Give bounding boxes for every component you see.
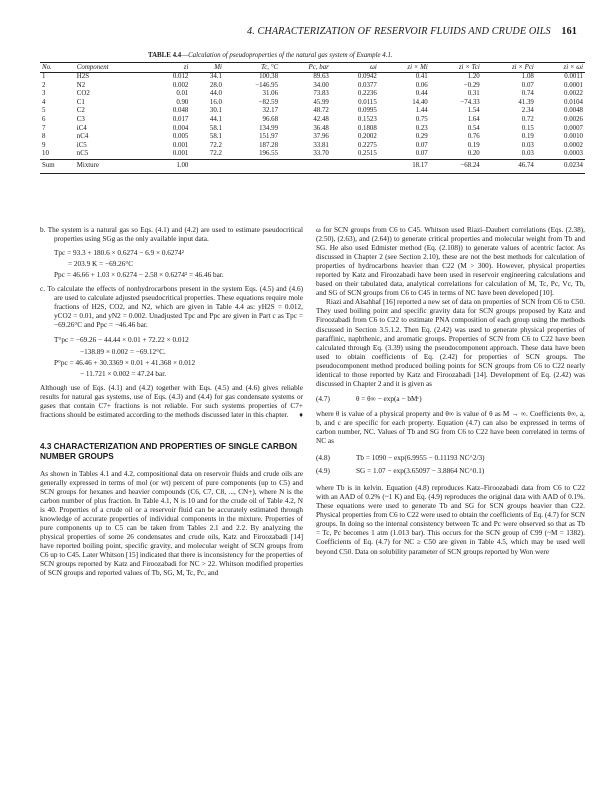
- end-of-example-mark: ♦: [299, 410, 303, 419]
- equation-body: SG = 1.07 − exp(3.65097 − 3.8864 NC^0.1): [356, 467, 485, 476]
- table-row: [40, 73, 585, 82]
- table-header-cell: ωi: [331, 63, 379, 73]
- table-cell: 0.001: [172, 150, 189, 158]
- table-caption-label: TABLE 4.4: [148, 52, 182, 59]
- table-cell: 37.96: [313, 133, 329, 141]
- table-cell: 187.28: [259, 141, 279, 149]
- table-cell: 33.81: [313, 141, 329, 149]
- table-cell: 0.0104: [564, 98, 583, 106]
- table-cell: 34.00: [313, 81, 329, 89]
- table-cell: nC5: [76, 150, 89, 158]
- table-cell: 44.0: [209, 90, 222, 98]
- table-row: [40, 107, 585, 116]
- equation-number: (4.9): [316, 467, 330, 476]
- table-cell: 0.07: [415, 141, 428, 149]
- table-cell: 96.68: [262, 115, 279, 123]
- table-cell: iC4: [76, 124, 87, 132]
- table-row: [40, 133, 585, 142]
- table-caption: TABLE 4.4—Calculation of pseudoproperties of the natural gas system of Example 4.1.: [148, 52, 393, 59]
- table-cell: 0.001: [172, 141, 189, 149]
- table-cell: 0.0234: [536, 159, 585, 173]
- table-cell: 0.0011: [564, 73, 583, 80]
- running-title: 4. CHARACTERIZATION OF RESERVOIR FLUIDS AND CRUDE OILS: [247, 26, 551, 37]
- table-cell: 31.06: [262, 90, 279, 98]
- table-cell: Sum: [40, 159, 75, 173]
- table-cell: 72.2: [209, 150, 222, 158]
- table-4-4: [40, 52, 585, 174]
- page-number: 161: [561, 26, 577, 37]
- equation-body: Tb = 1090 − exp(6.9955 − 0.11193 NC^2/3): [356, 454, 485, 463]
- table-cell: 134.99: [259, 124, 279, 132]
- table-cell: N2: [76, 81, 86, 89]
- table-cell: 0.03: [521, 150, 534, 158]
- table-cell: CO2: [76, 90, 90, 98]
- table-header-cell: Component: [75, 63, 150, 73]
- table-header-cell: No.: [40, 63, 75, 73]
- although-text: Although use of Eqs. (4.1) and (4.2) together with Eqs. (4.5) and (4.6) gives reliable results for natural gas systems, use of Eqs. (4.3) and (4.4) for gas condensate systems or gases that contain C7+ fractions is not reliable. For such systems properties of C7+ fractions should be estimated according to the methods discussed later in this chapter.: [40, 383, 303, 419]
- equation-number: (4.8): [316, 454, 330, 463]
- table-cell: 34.1: [209, 73, 222, 80]
- table-cell: 28.0: [209, 81, 222, 89]
- table-cell: 0.06: [415, 81, 428, 89]
- table-cell: 0.41: [415, 73, 428, 80]
- table-cell: 10: [42, 150, 49, 158]
- table-cell: 58.1: [209, 124, 222, 132]
- table-cell: 0.004: [172, 124, 189, 132]
- table-cell: 14.40: [412, 98, 428, 106]
- table-cell: [224, 159, 280, 173]
- table-cell: nC4: [76, 133, 89, 141]
- equation-4-8: [316, 454, 585, 463]
- table-cell: 0.2515: [357, 150, 377, 158]
- table-cell: 33.70: [313, 150, 329, 158]
- table-cell: 45.99: [313, 98, 329, 106]
- table-row: [40, 82, 585, 91]
- equation-ppc-adjusted-cont: − 11.721 × 0.002 = 47.24 bar.: [80, 369, 167, 378]
- table-cell: [190, 159, 224, 173]
- table-cell: 0.54: [467, 124, 480, 132]
- running-header: [40, 26, 577, 42]
- table-body: [40, 73, 585, 174]
- equation-body: θ = θ∞ − exp(a − bMᶜ): [356, 394, 422, 403]
- table-cell: 1: [42, 73, 46, 80]
- table-cell: 1.44: [415, 107, 428, 115]
- table-cell: 30.1: [209, 107, 222, 115]
- table-cell: 1.20: [467, 73, 480, 80]
- table-cell: 100.38: [259, 73, 279, 80]
- table-header-cell: zi × Mi: [379, 63, 430, 73]
- equation-number: (4.7): [316, 394, 330, 403]
- table-header-cell: Mi: [190, 63, 224, 73]
- table-sum-row: [40, 159, 585, 173]
- table-cell: 0.017: [172, 115, 189, 123]
- table-cell: 0.0026: [564, 115, 583, 123]
- table-cell: 44.1: [209, 115, 222, 123]
- table-cell: 0.15: [521, 124, 534, 132]
- table-cell: 0.29: [415, 133, 428, 141]
- table-cell: Mixture: [75, 159, 150, 173]
- table-cell: 1.00: [150, 159, 191, 173]
- kelvin-paragraph: where Tb is in kelvin. Equation (4.8) reproduces Katz–Firoozabadi data from C6 to C22 with an AAD of 0.2% (~1 K) and Eq. (4.9) reproduces the original data with AAD of 0.1%. These equations were used to generate Tb and SG for SCN groups heavier than C22. Physical properties from C6 to C22 were used to obtain the coefficients of Eq. (4.7) for SCN groups. In doing so the internal consistency between Tc and Pc were observed so that as Tb = Tc, Pc becomes 1 atm (1.013 bar). This occurs for the SCN group of C99 (~M = 1382). Coefficients of Eq. (4.7) for NC ≥ C50 are given in Table 4.5, which may be used well beyond C50. Data on solubility parameter of SCN groups reported by Won were: [316, 484, 585, 556]
- part-b-paragraph: b. The system is a natural gas so Eqs. (4.1) and (4.2) are used to estimate pseudocritical properties using SGg as the only available input data.: [40, 226, 303, 244]
- table-cell: iC5: [76, 141, 87, 149]
- riazi-paragraph: Riazi and Alsahhaf [16] reported a new set of data on properties of SCN from C6 to C50. They used boiling point and specific gravity data for SCN groups proposed by Katz and Firoozabadi from C6 to C22 to estimate PNA composition of each group using the methods discussed in Section 3.5.1.2. Then Eq. (2.42) was used to generate physical properties of paraffinic, naphthenic, and aromatic groups. Properties of SCN from C6 to C22 have been calculated through Eq. (3.39) using the pseudocomponent approach. These data have been used to obtain coefficients of Eq. (2.42) for properties of SCN groups. The pseudocomponent method produced boiling points for SCN groups from C6 to C22 nearly identical to those reported by Katz and Firoozabadi [14]. Development of Eq. (2.42) was discussed in Chapter 2 and it is given as: [316, 298, 585, 388]
- table-cell: C3: [76, 115, 85, 123]
- table-cell: 18.17: [379, 159, 430, 173]
- table-cell: 1.08: [521, 73, 534, 80]
- table-cell: 0.75: [415, 115, 428, 123]
- table-caption-text: Calculation of pseudoproperties of the natural gas system of Example 4.1.: [188, 52, 393, 59]
- table-cell: 0.07: [521, 81, 534, 89]
- table-cell: 3: [42, 90, 46, 98]
- table-cell: 2: [42, 81, 46, 89]
- table-cell: −146.95: [255, 81, 279, 89]
- table-cell: 0.19: [467, 141, 480, 149]
- table-cell: 16.0: [209, 98, 222, 106]
- table-cell: 48.72: [313, 107, 329, 115]
- table-cell: 1.54: [467, 107, 480, 115]
- table-header-cell: Pc, bar: [280, 63, 331, 73]
- table-row: [40, 150, 585, 159]
- table-cell: 0.1808: [357, 124, 377, 132]
- table-cell: 0.002: [172, 81, 189, 89]
- table-cell: 41.39: [518, 98, 534, 106]
- table-cell: −82.59: [258, 98, 279, 106]
- equation-4-9: [316, 467, 585, 476]
- equation-tpc-adjusted-cont: −138.89 × 0.002 = −69.12°C.: [80, 347, 166, 356]
- table-cell: 42.48: [313, 115, 329, 123]
- table-cell: 0.20: [467, 150, 480, 158]
- section-title: 4.3 CHARACTERIZATION AND PROPERTIES OF SINGLE CARBON NUMBER GROUPS: [40, 441, 298, 461]
- table-cell: C2: [76, 107, 85, 115]
- equation-tpc-result: = 203.9 K = −69.26°C: [68, 260, 134, 269]
- table-cell: 73.83: [313, 90, 329, 98]
- table-cell: 0.0377: [357, 81, 377, 89]
- table-cell: 0.2236: [357, 90, 377, 98]
- table-cell: 0.44: [415, 90, 428, 98]
- table-cell: 0.72: [521, 115, 534, 123]
- table-header-cell: zi × Tci: [430, 63, 482, 73]
- table-cell: 46.74: [482, 159, 536, 173]
- table-cell: 7: [42, 124, 46, 132]
- equation-ppc-adjusted: P°pc = 46.46 + 30.3369 × 0.01 + 41.368 × 0.012: [54, 358, 196, 367]
- table-cell: 0.1523: [357, 115, 377, 123]
- table-cell: 0.03: [521, 141, 534, 149]
- part-c-paragraph: c. To calculate the effects of nonhydrocarbons present in the system Eqs. (4.5) and (4.6) are used to calculate adjusted pseudocritical properties. These equations require mole fractions of H2S, CO2, and N2, which are given in Table 4.4 as: yH2S = 0.012, yCO2 = 0.01, and yN2 = 0.002. Unadjusted Tpc and Ppc are given in Part c as Tpc = −69.26°C and Ppc = −46.46 bar.: [40, 285, 303, 330]
- whitson-paragraph: ω for SCN groups from C6 to C45. Whitson used Riazi–Daubert correlations (Eqs. (2.38), (2.50), (2.63), and (2.64)) to generate critical properties and molecular weight from Tb and SG. He also used Edmister method (Eq. (2.108)) to generate values of acentric factor. As discussed in Chapter 2 (see Section 2.10), these are not the best methods for calculation of properties of hydrocarbons heavier than C22 (M > 300). However, physical properties reported by Katz and Firoozabadi have been used in reservoir engineering calculations and based on their tabulated data, analytical correlations for calculation of M, Tc, Pc, Vc, Tb, and SG of SCN groups from C6 to C45 in terms of NC have been developed [10].: [316, 226, 585, 298]
- table-header-row: [40, 63, 585, 73]
- table-cell: 0.0001: [564, 81, 583, 89]
- table-cell: 196.55: [259, 150, 279, 158]
- table-cell: 0.01: [176, 90, 189, 98]
- table-cell: 0.07: [415, 150, 428, 158]
- table-header-cell: Tc, °C: [224, 63, 280, 73]
- table-cell: −0.29: [463, 81, 480, 89]
- table-row: [40, 90, 585, 99]
- equation-ppc: Ppc = 46.66 + 1.03 × 0.6274 − 2.58 × 0.6274² = 46.46 bar.: [54, 271, 224, 280]
- table-header-cell: zi × Pci: [482, 63, 536, 73]
- table-cell: 1.64: [467, 115, 480, 123]
- although-paragraph: [40, 384, 303, 420]
- table-cell: 36.48: [313, 124, 329, 132]
- table-cell: 58.1: [209, 133, 222, 141]
- table-cell: 0.005: [172, 133, 189, 141]
- table-cell: 9: [42, 141, 46, 149]
- table-header-cell: zi: [150, 63, 191, 73]
- table-cell: H2S: [76, 73, 90, 80]
- table-cell: 8: [42, 133, 46, 141]
- table-cell: [331, 159, 379, 173]
- table-cell: 0.0048: [564, 107, 583, 115]
- pseudoproperties-table: [40, 62, 585, 174]
- left-column: [40, 226, 303, 578]
- table-cell: 0.0115: [358, 98, 377, 106]
- table-row: [40, 116, 585, 125]
- table-cell: 0.048: [172, 107, 189, 115]
- table-cell: 0.012: [172, 73, 189, 80]
- table-cell: 0.76: [467, 133, 480, 141]
- table-header-cell: zi × ωi: [536, 63, 585, 73]
- table-cell: 0.0003: [564, 150, 583, 158]
- table-cell: 72.2: [209, 141, 222, 149]
- table-cell: 0.2275: [357, 141, 377, 149]
- table-cell: 0.0007: [564, 124, 583, 132]
- table-cell: C1: [76, 98, 85, 106]
- table-row: [40, 125, 585, 134]
- table-cell: −74.33: [460, 98, 480, 106]
- table-cell: 0.0942: [357, 73, 377, 80]
- table-cell: 0.74: [521, 90, 534, 98]
- table-cell: [280, 159, 331, 173]
- table-cell: 32.17: [262, 107, 279, 115]
- table-cell: 0.0010: [564, 133, 583, 141]
- table-cell: 0.0002: [564, 141, 583, 149]
- table-cell: 0.23: [415, 124, 428, 132]
- table-cell: −68.24: [430, 159, 482, 173]
- table-cell: 0.2002: [357, 133, 377, 141]
- table-cell: 4: [42, 98, 46, 106]
- equation-tpc-adjusted: T°pc = −69.26 − 44.44 × 0.01 + 72.22 × 0.012: [54, 336, 189, 345]
- table-cell: 89.63: [313, 73, 329, 80]
- table-cell: 151.97: [259, 133, 279, 141]
- table-cell: 0.0995: [357, 107, 377, 115]
- table-cell: 0.19: [521, 133, 534, 141]
- table-row: [40, 99, 585, 108]
- equation-4-7: [316, 395, 585, 404]
- table-cell: 5: [42, 107, 46, 115]
- table-cell: 0.90: [176, 98, 189, 106]
- theta-paragraph: where θ is value of a physical property and θ∞ is value of θ as M → ∞. Coefficients θ∞, a, b, and c are specific for each property. Equation (4.7) can also be expressed in terms of carbon number, NC. Values of Tb and SG from C6 to C22 have been correlated in terms of NC as: [316, 409, 585, 446]
- table-row: [40, 142, 585, 151]
- section-paragraph: As shown in Tables 4.1 and 4.2, compositional data on reservoir fluids and crude oils are generally expressed in terms of mol (or wt) percent of pure components (up to C5) and SCN groups for hexanes and heavier compounds (C6, C7, C8, ..., CN+), where N is the carbon number of plus fraction. In Table 4.1, N is 10 and for the crude oil of Table 4.2, N is 40. Properties of a crude oil or a reservoir fluid can be accurately estimated through knowledge of accurate properties of individual components in the mixture. Properties of pure components up to C5 can be taken from Tables 2.1 and 2.2. By analyzing the physical properties of some 26 condensates and crude oils, Katz and Firoozabadi [14] have reported boiling point, specific gravity, and molecular weight of SCN groups from C6 up to C45. Later Whitson [15] indicated that there is inconsistency for the properties of SCN groups reported by Katz and Firoozabadi for NC > 22. Whitson modified properties of SCN groups and reported values of Tb, SG, M, Tc, Pc, and: [40, 469, 303, 578]
- table-cell: 0.0022: [564, 90, 583, 98]
- right-column: [316, 226, 585, 557]
- table-cell: 6: [42, 115, 46, 123]
- table-cell: 2.34: [521, 107, 534, 115]
- equation-tpc: Tpc = 93.3 + 180.6 × 0.6274 − 6.9 × 0.6274²: [54, 249, 184, 258]
- table-cell: 0.31: [467, 90, 480, 98]
